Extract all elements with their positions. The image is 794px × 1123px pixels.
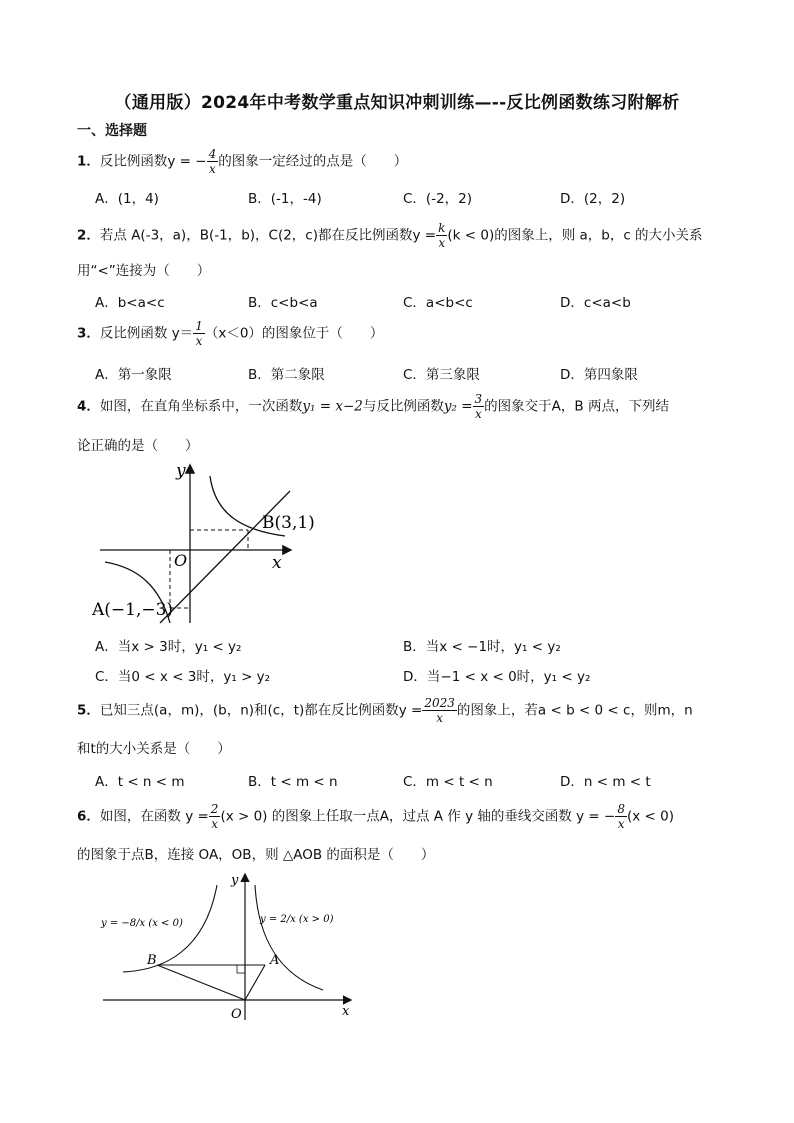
option-a[interactable]: A．第一象限	[95, 367, 172, 383]
question-text: (x > 0) 的图象上任取一点A，过点 A 作 y 轴的垂线交函数 y = −	[220, 808, 616, 825]
fraction	[209, 803, 221, 830]
question-text: (x < 0)	[627, 808, 675, 825]
fraction-numerator: 2023	[424, 696, 455, 710]
fraction-denominator: x	[617, 817, 625, 831]
origin-label: O	[174, 551, 188, 570]
point-a-label: A(−1,−3)	[92, 600, 174, 620]
point-b-label: B	[147, 953, 157, 968]
question-5-line-2: 和t的大小关系是（ ）	[77, 741, 231, 757]
question-text: 的图象一定经过的点是（ ）	[218, 153, 408, 170]
question-1	[77, 148, 407, 175]
option-b[interactable]: B．c<b<a	[248, 295, 318, 311]
option-b[interactable]: B．(-1，-4)	[248, 191, 322, 207]
question-text: 如图，在直角坐标系中，一次函数	[99, 398, 303, 415]
x-axis-label: x	[342, 1004, 350, 1019]
fraction-numerator: 4	[208, 147, 217, 161]
option-d[interactable]: D．c<a<b	[560, 295, 631, 311]
question-2	[77, 222, 703, 249]
question-2-line-2: 用“<”连接为（ ）	[77, 263, 211, 279]
figure-q4-graph	[90, 458, 330, 628]
option-c[interactable]: C．当0 < x < 3时，y₁ > y₂	[95, 669, 271, 685]
fraction-denominator: x	[436, 711, 444, 725]
question-number: 6．	[77, 808, 100, 825]
option-d[interactable]: D．n < m < t	[560, 774, 651, 790]
question-text: 已知三点(a，m)，(b，n)和(c，t)都在反比例函数y =	[99, 702, 423, 719]
question-text: 如图，在函数 y =	[99, 808, 209, 825]
fraction	[422, 697, 457, 724]
fraction-numerator: 1	[195, 319, 203, 333]
question-text: 若点 A(-3，a)，B(-1，b)，C(2，c)都在反比例函数y =	[99, 227, 437, 244]
fraction-numerator: 3	[474, 392, 483, 406]
question-text: 的图象交于A，B 两点，下列结	[484, 398, 669, 415]
equation: y₂ =	[443, 398, 473, 415]
option-c[interactable]: C．m < t < n	[403, 774, 493, 790]
fraction-denominator: x	[209, 162, 216, 176]
segment-ob	[157, 965, 245, 1000]
question-number: 1．	[77, 153, 100, 170]
point-a-label: A	[270, 953, 280, 968]
figure-q6-graph	[95, 870, 360, 1025]
option-b[interactable]: B．当x < −1时，y₁ < y₂	[403, 639, 561, 655]
option-b[interactable]: B．第二象限	[248, 367, 325, 383]
question-number: 5．	[77, 702, 100, 719]
segment-oa	[245, 965, 265, 1000]
question-4-line-2: 论正确的是（ ）	[77, 438, 199, 454]
question-text: 反比例函数 y＝	[99, 325, 194, 342]
x-axis-label: x	[272, 553, 282, 573]
question-number: 3．	[77, 325, 100, 342]
option-a[interactable]: A．t < n < m	[95, 774, 185, 790]
question-4	[77, 393, 669, 420]
fraction	[615, 803, 627, 830]
fraction	[473, 393, 485, 420]
right-angle-mark	[237, 965, 245, 973]
option-c[interactable]: C．(-2，2)	[403, 191, 473, 207]
question-5	[77, 697, 693, 724]
question-text: （x＜0）的图象位于（ ）	[204, 325, 384, 342]
equation: y₁ = x−2	[302, 398, 363, 415]
question-text: 反比例函数y = −	[99, 153, 207, 170]
fraction	[207, 148, 219, 175]
option-a[interactable]: A．(1，4)	[95, 191, 159, 207]
right-curve-label: y = 2/x (x > 0)	[260, 914, 334, 925]
question-text: (k < 0)的图象上，则 a，b，c 的大小关系	[447, 227, 703, 244]
question-text: 的图象上，若a < b < 0 < c，则m，n	[456, 702, 693, 719]
page-title: （通用版）2024年中考数学重点知识冲刺训练—--反比例函数练习附解析	[114, 93, 680, 113]
y-axis-label: y	[231, 873, 239, 888]
fraction-numerator: k	[438, 221, 446, 235]
hyperbola-right-branch	[255, 885, 323, 990]
fraction	[193, 320, 205, 347]
question-number: 4．	[77, 398, 100, 415]
section-heading: 一、选择题	[77, 123, 147, 139]
option-c[interactable]: C．a<b<c	[403, 295, 473, 311]
fraction-denominator: x	[195, 334, 203, 348]
option-d[interactable]: D．第四象限	[560, 367, 638, 383]
question-6	[77, 803, 674, 830]
question-text: 与反比例函数	[362, 398, 444, 415]
fraction-numerator: 2	[210, 802, 219, 816]
option-d[interactable]: D．(2，2)	[560, 191, 626, 207]
option-d[interactable]: D．当−1 < x < 0时，y₁ < y₂	[403, 669, 591, 685]
fraction-denominator: x	[474, 407, 482, 421]
option-a[interactable]: A．当x > 3时，y₁ < y₂	[95, 639, 242, 655]
point-b-label: B(3,1)	[262, 513, 315, 533]
question-3	[77, 320, 383, 347]
fraction-denominator: x	[438, 236, 446, 250]
fraction-denominator: x	[211, 817, 218, 831]
fraction	[436, 222, 447, 249]
y-axis-label: y	[176, 461, 186, 481]
question-6-line-2: 的图象于点B，连接 OA，OB，则 △AOB 的面积是（ ）	[77, 847, 435, 863]
option-a[interactable]: A．b<a<c	[95, 295, 165, 311]
question-number: 2．	[77, 227, 100, 244]
option-b[interactable]: B．t < m < n	[248, 774, 338, 790]
left-curve-label: y = −8/x (x < 0)	[101, 918, 183, 929]
option-c[interactable]: C．第三象限	[403, 367, 480, 383]
fraction-numerator: 8	[617, 802, 625, 816]
origin-label: O	[231, 1007, 242, 1022]
